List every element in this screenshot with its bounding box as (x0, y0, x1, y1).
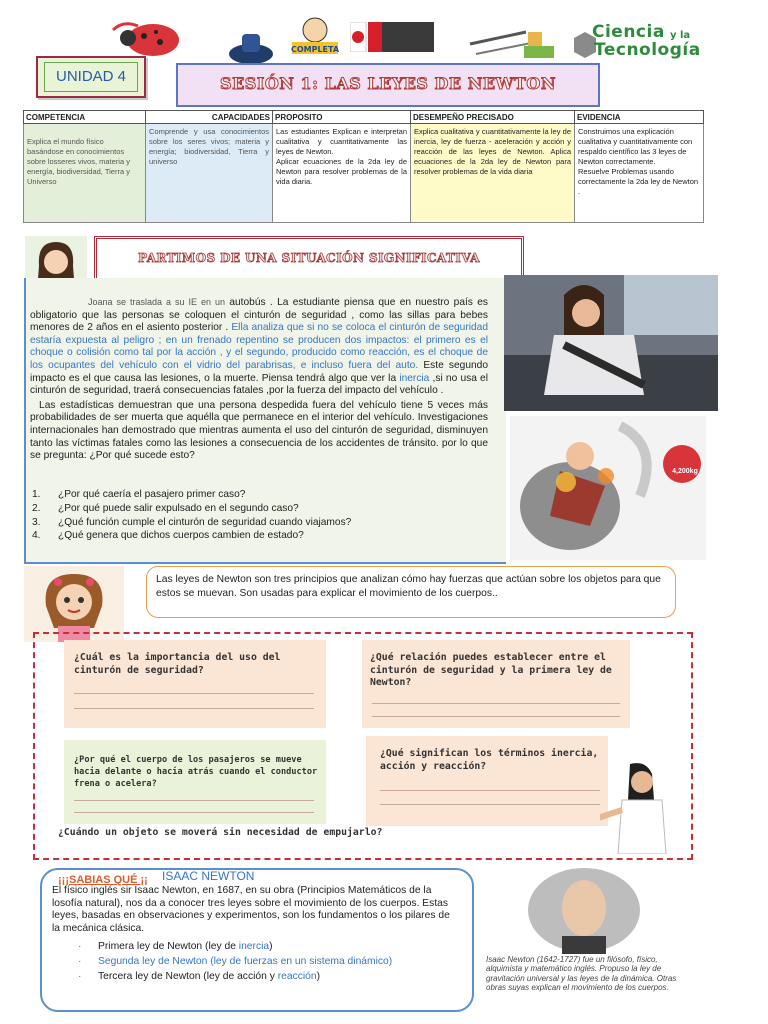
law-item: · Segunda ley de Newton (ley de fuerzas en un sistema dinámico) (78, 955, 393, 967)
competency-table (23, 110, 704, 223)
brand-connector: y la (670, 30, 691, 41)
ladybug-logo (108, 12, 198, 62)
lab-tools-logo (466, 24, 562, 64)
question-item: 3. ¿Qué función cumple el cinturón de seguridad cuando viajamos? (32, 516, 352, 528)
did-you-know-label: ¡¡¡SABIAS QUÉ ¡¡ (58, 874, 148, 886)
question-item: 1. ¿Por qué caería el pasajero primer caso? (32, 489, 246, 500)
newton-laws-list (78, 940, 458, 984)
svg-text:COMPLETA: COMPLETA (290, 45, 340, 54)
weight-badge: 4,200kg (672, 468, 698, 475)
seatbelt-photo (504, 275, 718, 411)
question-item: 4. ¿Qué genera que dichos cuerpos cambien de estado? (32, 530, 304, 542)
session-banner (176, 63, 600, 107)
speech-text: Las leyes de Newton son tres principios que analizan cómo hay fuerzas que actúan sobre los objetos para que estos se muevan. Son usadas para explicar el movimiento de los cuerpos.. (156, 574, 661, 599)
completa-logo (290, 14, 340, 62)
cell-proposito: Las estudiantes Explican e interpretan cualitativa y cuantitativamente las leyes de Newton. Aplicar ecuaciones de la 2da ley de Newton para resolver problemas de la vida diaria. (273, 124, 411, 223)
card-1-question: ¿Cuál es la importancia del uso del cinturón de seguridad? (74, 652, 281, 676)
situation-title: PARTIMOS DE UNA SITUACIÓN SIGNIFICATIVA (138, 251, 480, 265)
newton-caption: Isaac Newton (1642-1727) fue un filósofo, físico, alquimista y matemático inglés. Propuso la ley de gravitación universal y las leyes de la dinámica. Otras obras suyas explican el movimiento de los cuerpos. (486, 955, 677, 993)
girl-avatar-2 (24, 566, 124, 642)
cell-desempeno: Explica cualitativa y cuantitativamente la ley de inercia, ley de fuerza - aceleración y acción y reacción de las leyes de Newton. Aplica ecuaciones de la 2da ley de Newton para resolver problemas de la vida diaria (411, 124, 575, 223)
law-item: · Tercera ley de Newton (ley de acción y reacción) (78, 970, 321, 982)
question-list (32, 488, 472, 543)
header-capacidades: CAPACIDADES (146, 111, 273, 124)
header-proposito: PROPOSITO (273, 111, 411, 124)
card-3-question: ¿Por qué el cuerpo de los pasajeros se mueve hacia delante o hacia atrás cuando el conductor frena o acelera? (74, 755, 318, 789)
session-title: SESIÓN 1: LAS LEYES DE NEWTON (220, 74, 556, 93)
newton-portrait (488, 864, 684, 954)
story-text: Joana se traslada a su IE en un autobús . La estudiante piensa que en nuestro país es obligatorio que las personas se coloquen el cinturón de seguridad , como las sillas para bebes menores de 2 años en el asiento posterior . Ella analiza que si no se coloca el cinturón de seguridad estaría expuesta al peligro ; en un frenado repentino se producen dos impactos: el primero es el choque o colisión como tal por la acción , y el segundo, producido como reacción, es el choque de los ocupantes del vehículo con el vidrio del parabrisas, e incluso fuera del auto. Este segundo impacto es el que causa las lesiones, o la muerte. Piensa tendrá algo que ver la inercia ,si no usa el cinturón de seguridad, traerá consecuencias fatales ,por la fuerza del impacto del vehículo . Las estadísticas demuestran que una persona despedida fuera del vehículo tiene 5 veces más probabilidades de ser muerta que aquélla que permanece en el interior del vehículo. Investigaciones internacionales han demostrado que mientras aumenta el uso del cinturón de seguridad, disminuyen tanto las víctimas fatales como las lesiones a consecuencia de los accidentes de tránsito. por lo que se pregunta: ¿Por qué sucede esto? (30, 297, 488, 462)
cell-evidencia: Construimos una explicación cualitativa y cuantitativamente con respaldo científico las 3 leyes de Newton correctamente. Resuelve Problemas usando correctamente la 2da ley de Newton . (575, 124, 704, 223)
teacher-figure (600, 760, 684, 854)
crash-illustration (510, 416, 706, 560)
card-2-question: ¿Qué relación puedes establecer entre el cinturón de seguridad y la primera ley de Newton? (370, 652, 612, 688)
question-item: 2. ¿Por qué puede salir expulsado en el segundo caso? (32, 502, 299, 514)
ministry-logo (350, 22, 434, 52)
stamp-logo (226, 28, 276, 68)
header-competencia: COMPETENCIA (24, 111, 146, 124)
brand-line1: Ciencia (592, 22, 665, 42)
bottom-question: ¿Cuándo un objeto se moverá sin necesidad de empujarlo? (58, 827, 383, 838)
did-you-know-body: El físico inglés sir Isaac Newton, en 1687, en su obra (Principios Matemáticos de la losofía natural), nos da a conocer tres leyes sobre el movimiento de los cuerpos. Estas leyes, basadas en observaciones y experimentos, son los fundamentos o los pilares de la mecánica clásica. (52, 885, 450, 934)
unit-box (36, 56, 146, 98)
header-desempeno: DESEMPEÑO PRECISADO (411, 111, 575, 124)
card-4-question: ¿Qué significan los términos inercia, acción y reacción? (380, 748, 599, 772)
unit-label: UNIDAD 4 (44, 62, 138, 92)
did-you-know-name: ISAAC NEWTON (162, 869, 255, 883)
situation-header (94, 236, 524, 282)
law-item: · Primera ley de Newton (ley de inercia) (78, 941, 273, 952)
header-evidencia: EVIDENCIA (575, 111, 704, 124)
cell-competencia: Explica el mundo físico basándose en conocimientos sobre losseres vivos, materia y energía, biodiversidad, Tierra y Universo (24, 124, 146, 223)
brand-line2: Tecnología (594, 40, 701, 60)
brand-logo (572, 22, 712, 66)
cell-capacidades: Comprende y usa conocimientos sobre los seres vivos; materia y energía; biodiversidad, Tierra y universo (146, 124, 273, 223)
